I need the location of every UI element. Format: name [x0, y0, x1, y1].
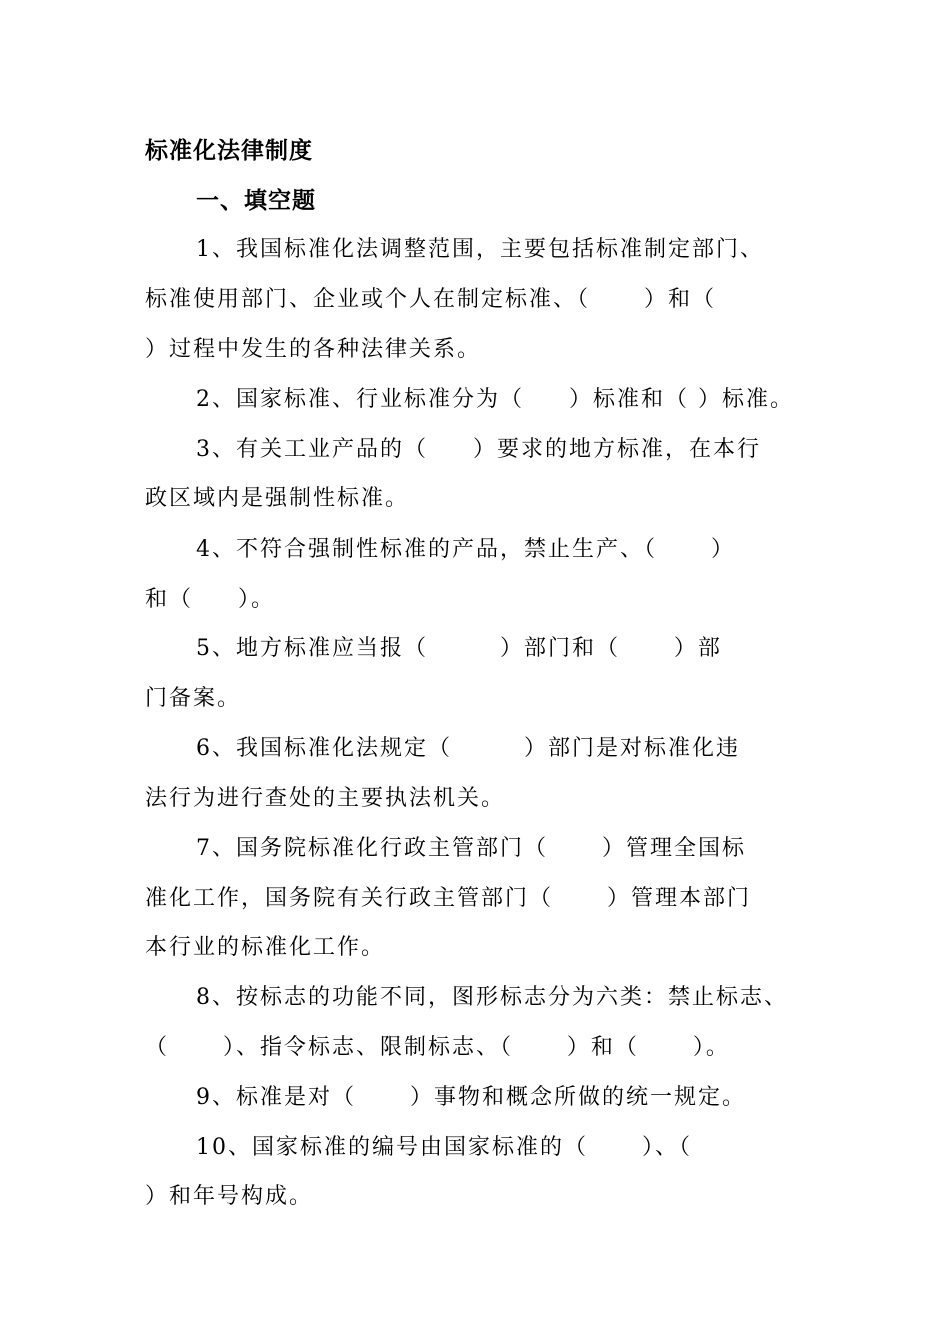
question-3-line-1: 3、有关工业产品的（ ）要求的地方标准，在本行: [196, 437, 761, 462]
question-7-line-2: 准化工作，国务院有关行政主管部门（ ）管理本部门: [145, 886, 751, 911]
question-7-line-1: 7、国务院标准化行政主管部门（ ）管理全国标: [196, 836, 746, 861]
question-1-line-3: ）过程中发生的各种法律关系。: [145, 337, 482, 362]
question-10-line-2: ）和年号构成。: [145, 1184, 314, 1209]
question-1-line-2: 标准使用部门、企业或个人在制定标准、（ ）和（: [145, 287, 716, 312]
question-5-line-2: 门备案。: [145, 686, 242, 711]
question-7-line-3: 本行业的标准化工作。: [145, 935, 386, 960]
question-5-line-1: 5、地方标准应当报（ ）部门和（ ）部: [196, 636, 722, 661]
question-6-line-1: 6、我国标准化法规定（ ）部门是对标准化违: [196, 736, 740, 761]
question-8-line-1: 8、按标志的功能不同，图形标志分为六类：禁止标志、: [196, 985, 788, 1010]
question-4-line-1: 4、不符合强制性标准的产品，禁止生产、（ ）: [196, 537, 735, 562]
question-2-line-1: 2、国家标准、行业标准分为（ ）标准和（ ）标准。: [196, 387, 794, 412]
question-10-line-1: 10、国家标准的编号由国家标准的（ ）、（: [196, 1135, 692, 1160]
document-title: 标准化法律制度: [145, 137, 313, 164]
question-9-line-1: 9、标准是对（ ）事物和概念所做的统一规定。: [196, 1085, 746, 1110]
question-4-line-2: 和（ ）。: [145, 587, 275, 612]
question-8-line-2: （ ）、指令标志、限制标志、（ ）和（ ）。: [145, 1035, 730, 1060]
question-1-line-1: 1、我国标准化法调整范围，主要包括标准制定部门、: [196, 237, 764, 262]
question-6-line-2: 法行为进行查处的主要执法机关。: [145, 786, 506, 811]
question-3-line-2: 政区域内是强制性标准。: [145, 486, 410, 511]
section-heading: 一、填空题: [196, 187, 316, 214]
